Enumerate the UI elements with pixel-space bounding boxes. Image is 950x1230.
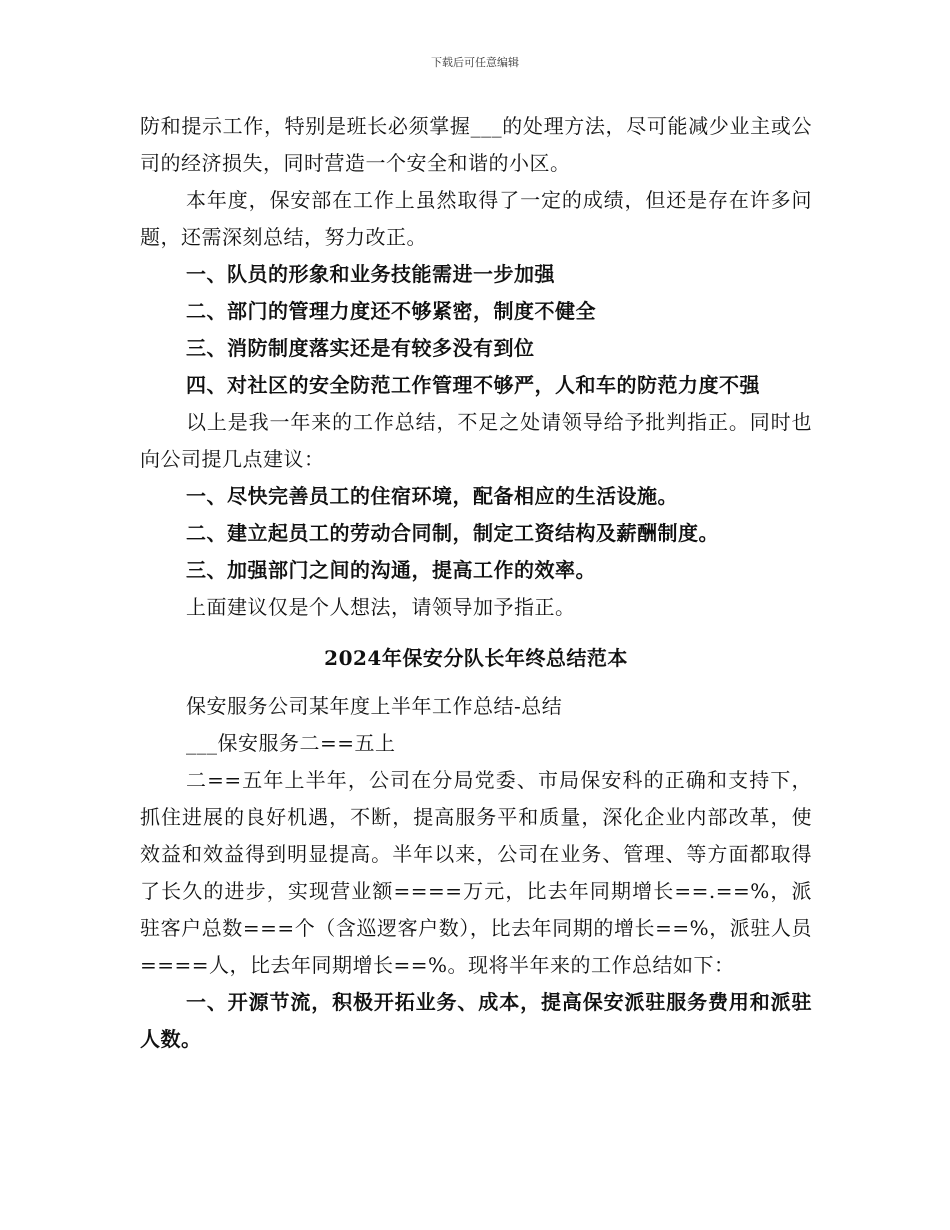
problem-item: 四、对社区的安全防范工作管理不够严，人和车的防范力度不强 xyxy=(186,373,760,397)
document-body xyxy=(140,108,812,1058)
problem-item: 三、消防制度落实还是有较多没有到位 xyxy=(186,336,535,360)
problem-item: 一、队员的形象和业务技能需进一步加强 xyxy=(186,262,555,286)
suggestion-item: 三、加强部门之间的沟通，提高工作的效率。 xyxy=(186,558,596,582)
paragraph: 保安服务公司某年度上半年工作总结-总结 xyxy=(186,694,563,718)
paragraph: 防和提示工作，特别是班长必须掌握___的处理方法，尽可能减少业主或公司的经济损失，同时营造一个安全和谐的小区。 xyxy=(140,114,812,175)
paragraph: 本年度，保安部在工作上虽然取得了一定的成绩，但还是存在许多问题，还需深刻总结，努力改正。 xyxy=(140,188,812,249)
section-heading: 一、开源节流，积极开拓业务、成本，提高保安派驻服务费用和派驻人数。 xyxy=(140,990,812,1051)
suggestion-item: 一、尽快完善员工的住宿环境，配备相应的生活设施。 xyxy=(186,484,678,508)
suggestion-item: 二、建立起员工的劳动合同制，制定工资结构及薪酬制度。 xyxy=(186,521,719,545)
paragraph: 以上是我一年来的工作总结，不足之处请领导给予批判指正。同时也向公司提几点建议： xyxy=(140,410,812,471)
page-header: 下载后可任意编辑 xyxy=(431,56,519,69)
paragraph: ___保安服务二==五上 xyxy=(186,731,396,755)
document-title: 2024年保安分队长年终总结范本 xyxy=(324,646,628,670)
paragraph: 二==五年上半年，公司在分局党委、市局保安科的正确和支持下，抓住进展的良好机遇，不断，提高服务平和质量，深化企业内部改革，使效益和效益得到明显提高。半年以来，公司在业务、管理、等方面都取得了长久的进步，实现营业额====万元，比去年同期增长==.==%，派驻客户总数===个（含巡逻客户数），比去年同期的增长==%，派驻人员====人，比去年同期增长==%。现将半年来的工作总结如下： xyxy=(140,768,812,977)
paragraph: 上面建议仅是个人想法，请领导加予指正。 xyxy=(186,595,576,619)
problem-item: 二、部门的管理力度还不够紧密，制度不健全 xyxy=(186,299,596,323)
